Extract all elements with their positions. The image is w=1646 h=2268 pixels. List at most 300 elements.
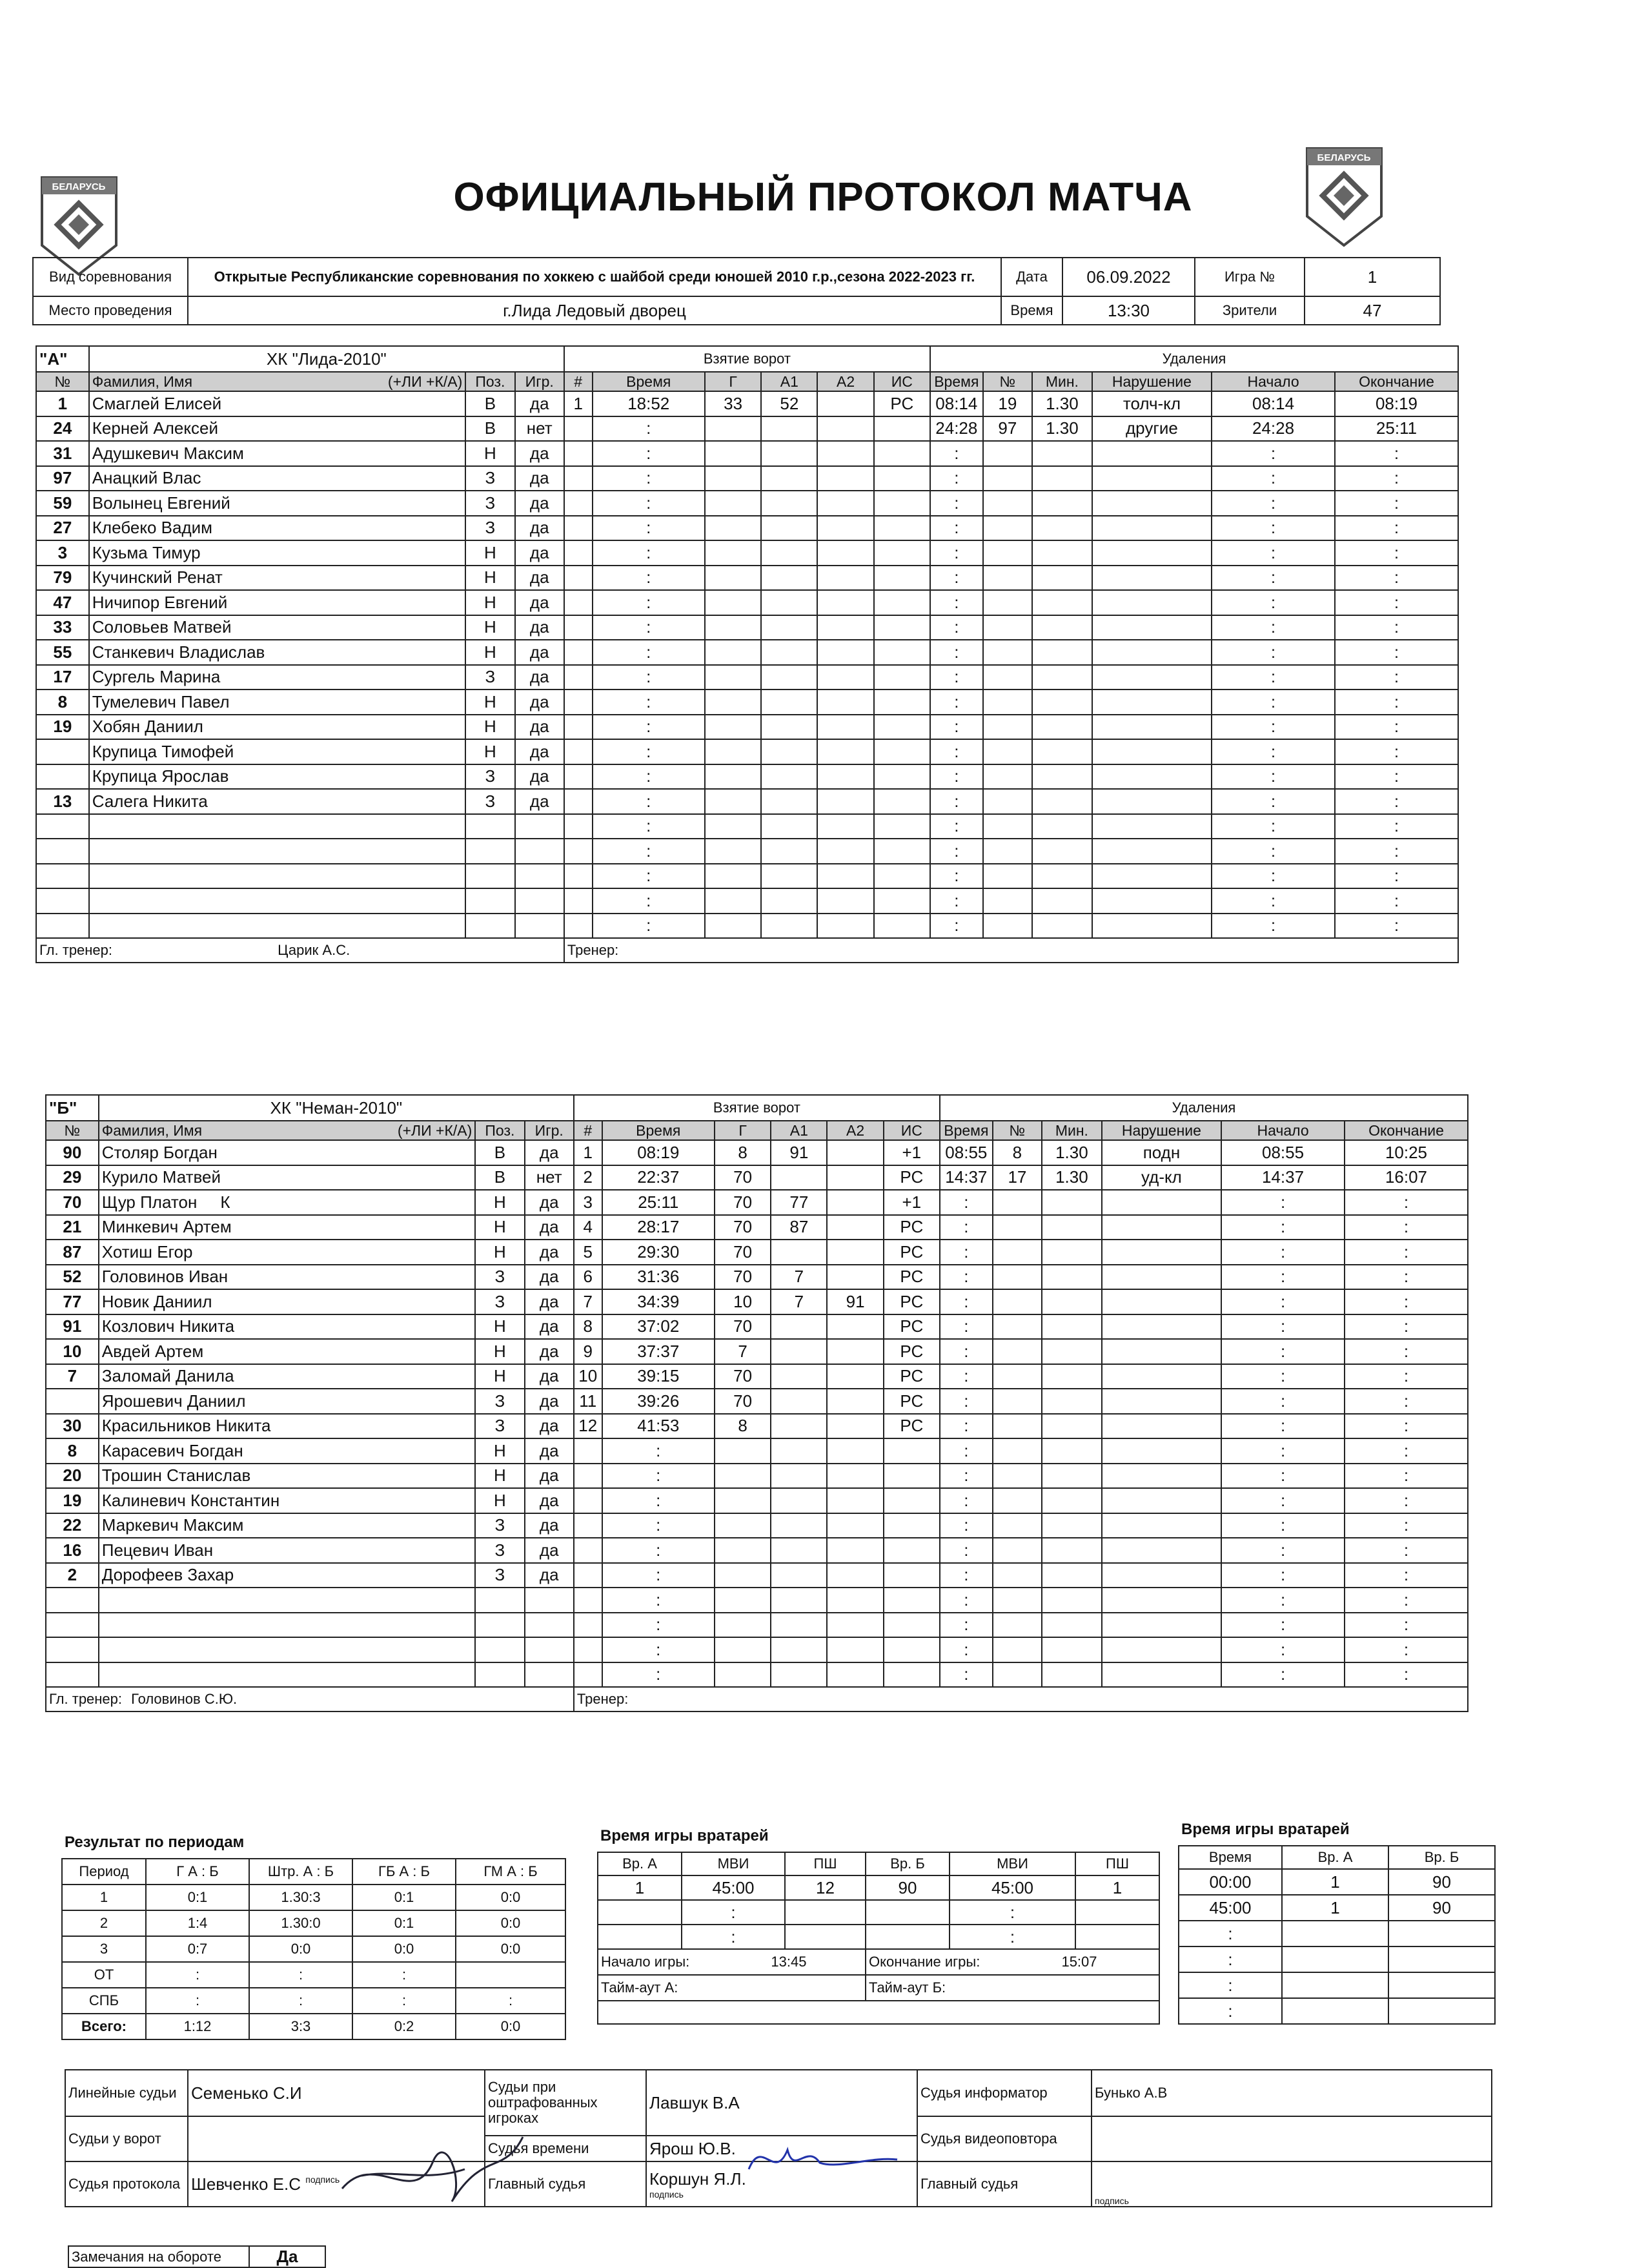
period-total-row xyxy=(62,2014,565,2039)
goal-cell: РС xyxy=(884,1265,940,1290)
table-row xyxy=(46,1637,1468,1662)
penalty-cell: 8 xyxy=(993,1140,1042,1165)
player-pos xyxy=(465,839,514,864)
goal-cell xyxy=(817,516,873,541)
scorer-label: Судья протокола xyxy=(65,2161,188,2207)
penalty-cell: : xyxy=(930,739,983,764)
goal-cell xyxy=(817,416,873,442)
penalty-cell xyxy=(993,1637,1042,1662)
penalty-cell xyxy=(1032,814,1092,839)
penalty-cell xyxy=(1092,590,1212,615)
period-cell: 0:0 xyxy=(352,1936,456,1962)
remarks-value: Да xyxy=(249,2246,325,2267)
goal-cell xyxy=(705,914,761,939)
player-played: да xyxy=(525,1513,574,1538)
goal-cell xyxy=(874,864,930,889)
goalie2-cell: 90 xyxy=(1388,1869,1495,1895)
player-played: да xyxy=(515,690,564,715)
penalty-cell xyxy=(1102,1289,1221,1314)
col-min: Мин. xyxy=(1032,372,1092,391)
penalty-cell: 08:55 xyxy=(940,1140,993,1165)
goal-cell xyxy=(817,814,873,839)
period-cell: 2 xyxy=(62,1910,146,1936)
period-cell: СПБ xyxy=(62,1988,146,2014)
goals-caption: Взятие ворот xyxy=(574,1095,940,1121)
penalty-cell: : xyxy=(930,590,983,615)
venue-label: Место проведения xyxy=(33,296,188,325)
goal-cell: : xyxy=(602,1538,715,1563)
player-number xyxy=(36,888,89,914)
penalty-cell: : xyxy=(1221,1265,1345,1290)
player-pos: В xyxy=(465,391,514,416)
goal-cell xyxy=(564,516,593,541)
goal-cell xyxy=(761,615,817,640)
penalty-cell: : xyxy=(940,1438,993,1464)
goal-cell xyxy=(761,640,817,665)
penbox-label: Судьи при оштрафованных игроках xyxy=(485,2070,646,2136)
goal-cell xyxy=(564,466,593,491)
player-number: 8 xyxy=(36,690,89,715)
penalty-cell: : xyxy=(1335,888,1458,914)
player-number: 16 xyxy=(46,1538,99,1563)
player-number: 19 xyxy=(46,1488,99,1513)
period-cell xyxy=(456,1962,565,1988)
period-header: ГБ А : Б xyxy=(352,1859,456,1885)
penalty-cell xyxy=(1042,1464,1102,1489)
goal-cell xyxy=(827,1414,883,1439)
player-name: Калиневич Константин xyxy=(99,1488,475,1513)
period-cell: ОТ xyxy=(62,1962,146,1988)
player-number xyxy=(46,1662,99,1688)
penalty-cell: : xyxy=(1335,665,1458,690)
goal-cell xyxy=(817,739,873,764)
team-name: ХК "Лида-2010" xyxy=(89,346,564,372)
penalty-cell xyxy=(1032,615,1092,640)
goal-cell xyxy=(827,1613,883,1638)
goal-cell: 41:53 xyxy=(602,1414,715,1439)
goal-cell: РС xyxy=(884,1215,940,1240)
player-pos: Н xyxy=(475,1488,524,1513)
penalty-cell xyxy=(1092,690,1212,715)
penalty-cell: : xyxy=(940,1265,993,1290)
penalty-cell xyxy=(993,1339,1042,1364)
table-row xyxy=(36,739,1458,764)
goalie-cell: 90 xyxy=(866,1875,950,1900)
table-row xyxy=(36,441,1458,466)
penalty-cell xyxy=(1032,839,1092,864)
penalty-cell xyxy=(993,1488,1042,1513)
player-pos: З xyxy=(475,1389,524,1414)
penalty-cell: : xyxy=(1345,1364,1468,1389)
period-header: Г А : Б xyxy=(146,1859,249,1885)
goal-cell xyxy=(817,640,873,665)
player-name xyxy=(99,1662,475,1688)
table-row xyxy=(46,1389,1468,1414)
penalty-cell xyxy=(1042,1190,1102,1215)
col-hash: # xyxy=(564,372,593,391)
goal-cell xyxy=(874,690,930,715)
penalty-cell xyxy=(1032,441,1092,466)
player-pos xyxy=(465,888,514,914)
goal-cell xyxy=(771,1339,827,1364)
goal-cell xyxy=(761,690,817,715)
player-name xyxy=(89,839,465,864)
period-cell: : xyxy=(352,1962,456,1988)
penalty-cell: : xyxy=(940,1588,993,1613)
penalty-cell xyxy=(983,640,1032,665)
goal-cell: 28:17 xyxy=(602,1215,715,1240)
goalie2-cell: 00:00 xyxy=(1179,1869,1282,1895)
trainer-cell: Тренер: xyxy=(564,938,1458,963)
player-name: Анацкий Влас xyxy=(89,466,465,491)
penalty-cell xyxy=(1042,1662,1102,1688)
goal-cell xyxy=(884,1613,940,1638)
goal-cell xyxy=(564,416,593,442)
goal-cell xyxy=(884,1588,940,1613)
penalty-cell xyxy=(1042,1289,1102,1314)
goal-cell: 10 xyxy=(715,1289,771,1314)
period-row xyxy=(62,1962,565,1988)
penalty-cell: : xyxy=(1212,764,1335,790)
goal-cell: 1 xyxy=(564,391,593,416)
penalty-cell xyxy=(983,715,1032,740)
period-cell: 1.30:3 xyxy=(249,1885,352,1910)
penalty-cell xyxy=(1092,540,1212,566)
penalty-cell: : xyxy=(1335,466,1458,491)
penalty-cell xyxy=(1092,466,1212,491)
player-number: 79 xyxy=(36,566,89,591)
coach-name: Головинов С.Ю. xyxy=(131,1691,238,1707)
player-played: да xyxy=(525,1314,574,1340)
goal-cell xyxy=(771,1563,827,1588)
goalie-header: ПШ xyxy=(1075,1852,1159,1875)
player-name: Волынец Евгений xyxy=(89,491,465,516)
goal-cell xyxy=(715,1438,771,1464)
penalty-cell xyxy=(983,566,1032,591)
penalty-cell xyxy=(1032,764,1092,790)
goal-cell: РС xyxy=(884,1240,940,1265)
goal-cell xyxy=(874,466,930,491)
player-pos: Н xyxy=(465,566,514,591)
penalty-cell: : xyxy=(940,1538,993,1563)
penalty-cell: : xyxy=(940,1488,993,1513)
penalty-cell: : xyxy=(940,1513,993,1538)
period-cell: 0:0 xyxy=(456,1910,565,1936)
goal-cell xyxy=(761,516,817,541)
penalty-cell xyxy=(993,1215,1042,1240)
goal-cell: : xyxy=(602,1488,715,1513)
goal-cell xyxy=(817,615,873,640)
period-cell: 0:0 xyxy=(456,1936,565,1962)
goal-cell: : xyxy=(593,690,705,715)
goal-cell xyxy=(874,416,930,442)
penalty-cell xyxy=(1032,690,1092,715)
goal-cell: : xyxy=(593,739,705,764)
player-number: 97 xyxy=(36,466,89,491)
player-number xyxy=(46,1637,99,1662)
time-label: Время xyxy=(1001,296,1062,325)
penalty-cell xyxy=(1092,864,1212,889)
penalty-cell xyxy=(993,1265,1042,1290)
goal-cell xyxy=(574,1538,602,1563)
goal-cell xyxy=(884,1438,940,1464)
penalty-cell: : xyxy=(1345,1513,1468,1538)
penalty-cell xyxy=(1042,1538,1102,1563)
penalty-cell xyxy=(1092,665,1212,690)
goalie-cell: 45:00 xyxy=(682,1875,785,1900)
table-row xyxy=(46,1488,1468,1513)
penalty-cell xyxy=(993,1389,1042,1414)
goal-cell xyxy=(827,1513,883,1538)
player-played: да xyxy=(515,540,564,566)
goal-cell xyxy=(574,1613,602,1638)
goalie-header: Вр. А xyxy=(598,1852,682,1875)
player-number: 3 xyxy=(36,540,89,566)
penalty-cell: : xyxy=(930,839,983,864)
penalty-cell xyxy=(1092,814,1212,839)
goal-cell xyxy=(884,1538,940,1563)
player-played: да xyxy=(525,1464,574,1489)
player-name: Хотиш Егор xyxy=(99,1240,475,1265)
goal-cell: : xyxy=(602,1464,715,1489)
penalty-cell xyxy=(1032,665,1092,690)
penalty-cell xyxy=(1092,516,1212,541)
player-name xyxy=(99,1613,475,1638)
period-row xyxy=(62,1910,565,1936)
penalty-cell xyxy=(993,1314,1042,1340)
penalty-cell: : xyxy=(940,1215,993,1240)
penalty-cell xyxy=(1092,566,1212,591)
goal-cell xyxy=(827,1464,883,1489)
player-played: да xyxy=(515,466,564,491)
player-pos xyxy=(475,1588,524,1613)
period-cell: : xyxy=(146,1962,249,1988)
player-number: 47 xyxy=(36,590,89,615)
penalty-cell xyxy=(1042,1488,1102,1513)
player-played xyxy=(515,839,564,864)
player-played: да xyxy=(515,391,564,416)
goal-cell xyxy=(564,814,593,839)
player-pos: Н xyxy=(475,1240,524,1265)
goal-cell: 70 xyxy=(715,1314,771,1340)
penalty-cell xyxy=(993,1414,1042,1439)
table-row xyxy=(36,566,1458,591)
penalty-cell xyxy=(983,839,1032,864)
player-name: Минкевич Артем xyxy=(99,1215,475,1240)
player-pos: Н xyxy=(475,1190,524,1215)
period-cell: : xyxy=(249,1988,352,2014)
penalty-cell: : xyxy=(1345,1389,1468,1414)
penalty-cell: : xyxy=(1212,914,1335,939)
col-pen_no: № xyxy=(983,372,1032,391)
table-row xyxy=(46,1513,1468,1538)
player-number: 91 xyxy=(46,1314,99,1340)
col-time: Время xyxy=(930,372,983,391)
penalty-cell: : xyxy=(1212,888,1335,914)
goal-cell xyxy=(771,1637,827,1662)
penalty-cell xyxy=(1102,1662,1221,1688)
player-pos: Н xyxy=(465,715,514,740)
penalty-cell xyxy=(993,1240,1042,1265)
penalty-cell xyxy=(983,789,1032,814)
penalty-cell: : xyxy=(1335,615,1458,640)
penalty-cell: : xyxy=(930,864,983,889)
goal-cell: 08:19 xyxy=(602,1140,715,1165)
goal-cell: 4 xyxy=(574,1215,602,1240)
penalty-cell xyxy=(1032,789,1092,814)
penalty-cell xyxy=(993,1513,1042,1538)
goal-cell xyxy=(817,864,873,889)
table-row xyxy=(36,640,1458,665)
table-row xyxy=(36,715,1458,740)
penalty-cell: : xyxy=(1335,789,1458,814)
goal-cell xyxy=(564,540,593,566)
penalty-cell xyxy=(1102,1637,1221,1662)
penalty-cell: : xyxy=(930,764,983,790)
period-cell: : xyxy=(456,1988,565,2014)
col-a1: А1 xyxy=(761,372,817,391)
goal-cell xyxy=(771,1588,827,1613)
goal-cell: 8 xyxy=(574,1314,602,1340)
player-name: Козлович Никита xyxy=(99,1314,475,1340)
table-row xyxy=(36,764,1458,790)
penalty-cell xyxy=(1102,1414,1221,1439)
penalty-cell xyxy=(993,1289,1042,1314)
player-name: Ярошевич Даниил xyxy=(99,1389,475,1414)
player-played: да xyxy=(525,1190,574,1215)
player-played: да xyxy=(515,590,564,615)
goalie-header: МВИ xyxy=(950,1852,1075,1875)
col-infraction: Нарушение xyxy=(1102,1121,1221,1140)
player-number: 87 xyxy=(46,1240,99,1265)
goal-cell xyxy=(874,640,930,665)
player-number xyxy=(36,814,89,839)
team-name: ХК "Неман-2010" xyxy=(99,1095,574,1121)
goal-cell xyxy=(874,814,930,839)
goal-cell xyxy=(715,1588,771,1613)
penalty-cell xyxy=(983,864,1032,889)
goal-cell: 91 xyxy=(771,1140,827,1165)
penalty-cell: : xyxy=(1335,441,1458,466)
goal-cell xyxy=(715,1662,771,1688)
penalty-cell xyxy=(1042,1314,1102,1340)
penalty-cell xyxy=(1032,516,1092,541)
goalie2-row xyxy=(1179,1869,1495,1895)
table-row xyxy=(46,1314,1468,1340)
penalty-cell: 08:19 xyxy=(1335,391,1458,416)
player-pos: Н xyxy=(465,590,514,615)
goalie2-cell: 90 xyxy=(1388,1895,1495,1921)
penalty-cell: : xyxy=(930,540,983,566)
table-row xyxy=(46,1140,1468,1165)
player-name xyxy=(99,1637,475,1662)
goal-cell xyxy=(874,491,930,516)
competition-value: Открытые Республиканские соревнования по хоккею с шайбой среди юношей 2010 г.р.,сезона 2022-2023 гг. xyxy=(188,258,1001,296)
penalty-cell: : xyxy=(940,1464,993,1489)
penalty-cell: : xyxy=(1221,1389,1345,1414)
table-row xyxy=(46,1464,1468,1489)
player-number: 31 xyxy=(36,441,89,466)
goal-cell: 6 xyxy=(574,1265,602,1290)
goal-cell: 8 xyxy=(715,1414,771,1439)
penalty-cell: : xyxy=(1335,566,1458,591)
goal-cell xyxy=(761,540,817,566)
penalty-cell: : xyxy=(1335,715,1458,740)
penalty-cell: : xyxy=(1335,739,1458,764)
coach-cell: Гл. тренер: Царик А.С. xyxy=(36,938,564,963)
table-row xyxy=(36,665,1458,690)
table-row xyxy=(46,1190,1468,1215)
penalty-cell xyxy=(1102,1613,1221,1638)
penalty-cell: : xyxy=(930,814,983,839)
player-played: да xyxy=(515,566,564,591)
goal-cell xyxy=(761,764,817,790)
goal-cell xyxy=(817,391,873,416)
penalty-cell xyxy=(1092,914,1212,939)
player-pos: Н xyxy=(465,615,514,640)
penalty-cell: : xyxy=(940,1563,993,1588)
period-total-cell: 3:3 xyxy=(249,2014,352,2039)
penalty-cell xyxy=(1032,590,1092,615)
goal-cell xyxy=(761,715,817,740)
player-pos: Н xyxy=(475,1464,524,1489)
col-played: Игр. xyxy=(515,372,564,391)
goal-cell xyxy=(705,540,761,566)
penalty-cell: : xyxy=(930,715,983,740)
goal-cell xyxy=(564,491,593,516)
date-value: 06.09.2022 xyxy=(1062,258,1195,296)
goal-cell: РС xyxy=(884,1289,940,1314)
player-name: Щур Платон К xyxy=(99,1190,475,1215)
goal-cell xyxy=(817,839,873,864)
table-row xyxy=(36,690,1458,715)
goalie-cell: 1 xyxy=(1075,1875,1159,1900)
penalty-cell: : xyxy=(1221,1637,1345,1662)
goal-cell xyxy=(574,1488,602,1513)
penalty-cell: 08:14 xyxy=(1212,391,1335,416)
penalty-cell: : xyxy=(1212,590,1335,615)
timeout-a: Тайм-аут А: xyxy=(598,1975,866,2001)
goal-cell xyxy=(827,1488,883,1513)
player-name: Адушкевич Максим xyxy=(89,441,465,466)
player-name: Керней Алексей xyxy=(89,416,465,442)
player-name: Салега Никита xyxy=(89,789,465,814)
goal-cell xyxy=(817,665,873,690)
goal-cell xyxy=(884,1488,940,1513)
penalty-cell: : xyxy=(930,665,983,690)
penalty-cell: 25:11 xyxy=(1335,416,1458,442)
col-hash: # xyxy=(574,1121,602,1140)
player-number: 33 xyxy=(36,615,89,640)
penalty-cell: : xyxy=(1221,1563,1345,1588)
penalty-cell: : xyxy=(1335,640,1458,665)
goal-cell xyxy=(817,590,873,615)
goal-cell xyxy=(874,590,930,615)
team-letter: "А" xyxy=(36,346,89,372)
goal-cell: 31:36 xyxy=(602,1265,715,1290)
player-name: Сургель Марина xyxy=(89,665,465,690)
penalty-cell xyxy=(1042,1438,1102,1464)
player-pos: В xyxy=(475,1165,524,1190)
player-pos xyxy=(475,1637,524,1662)
penalty-cell: 14:37 xyxy=(940,1165,993,1190)
goalie2-header: Время xyxy=(1179,1846,1282,1869)
goal-cell: : xyxy=(593,516,705,541)
penalty-cell: подн xyxy=(1102,1140,1221,1165)
penalty-cell: : xyxy=(1221,1464,1345,1489)
player-name: Трошин Станислав xyxy=(99,1464,475,1489)
goalie-cell: 1 xyxy=(598,1875,682,1900)
